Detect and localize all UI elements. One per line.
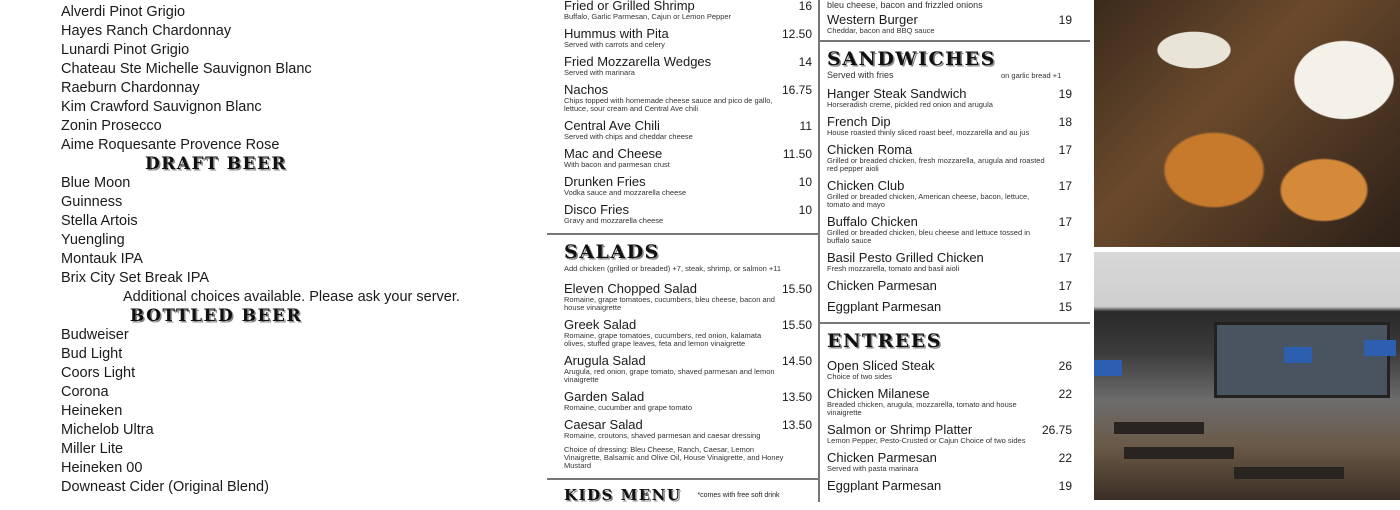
list-item: Lunardi Pinot Grigio [61,42,190,58]
list-item: Zonin Prosecco [61,118,162,134]
item-name: Salmon or Shrimp Platter [827,422,973,437]
menu-item [547,0,818,21]
item-price: 17 [1058,179,1072,193]
sandwiches-heading: SANDWICHES [827,48,996,70]
burger-list [820,12,1090,35]
list-item: Bud Light [61,346,123,362]
menu-item [547,118,818,141]
item-description: Choice of two sides [827,372,893,381]
divider [820,40,1090,42]
draft-beer-list [61,174,491,288]
item-name: Buffalo Chicken [827,214,918,229]
item-name: Hanger Steak Sandwich [827,86,967,101]
draft-beer-heading: DRAFT BEER [144,154,288,174]
item-description: Served with carrots and celery [564,40,665,49]
list-item: Alverdi Pinot Grigio [61,4,186,20]
menu-item [820,250,1090,273]
list-item: Chateau Ste Michelle Sauvignon Blanc [61,61,312,77]
menu-item [547,26,818,49]
list-item: Downeast Cider (Original Blend) [61,479,269,495]
menu-item [547,146,818,169]
item-name: Central Ave Chili [564,118,660,133]
item-description: House roasted thinly sliced roast beef, mozzarella and au jus [827,128,1030,137]
menu-item [547,317,818,348]
menu-item [820,114,1090,137]
list-item: Heineken 00 [61,460,143,476]
draft-note: Additional choices available. Please ask your server. [123,289,460,305]
item-description: Romaine, grape tomatoes, cucumbers, red onion, kalamata olives, stuffed grape leaves, feta and lemon vinaigrette [564,331,762,348]
item-description: Lemon Pepper, Pesto-Crusted or Cajun Choice of two sides [827,436,1026,445]
item-description: Romaine, croutons, shaved parmesan and caesar dressing [564,431,761,440]
item-price: 13.50 [781,418,812,432]
item-description: Vodka sauce and mozzarella cheese [564,188,687,197]
item-price: 17 [1058,143,1072,157]
item-name: Basil Pesto Grilled Chicken [827,250,984,265]
item-description: Romaine, grape tomatoes, cucumbers, bleu cheese, bacon and house vinaigrette [564,295,775,312]
list-item: Coors Light [61,365,136,381]
list-item: Guinness [61,194,123,210]
sandwiches-subtitle: Served with fries [827,70,894,80]
list-item: Hayes Ranch Chardonnay [61,23,232,39]
item-description: Cheddar, bacon and BBQ sauce [827,26,935,35]
item-name: Chicken Roma [827,142,913,157]
item-name: Chicken Club [827,178,905,193]
item-price: 17 [1058,215,1072,229]
item-description: Buffalo, Garlic Parmesan, Cajun or Lemon Pepper [564,12,732,21]
item-price: 22 [1058,451,1072,465]
list-item: Brix City Set Break IPA [61,270,209,286]
item-description: Arugula, red onion, grape tomato, shaved parmesan and lemon vinaigrette [564,367,775,384]
item-description: Horseradish creme, pickled red onion and arugula [827,100,993,109]
list-item: Raeburn Chardonnay [61,80,200,96]
item-price: 14 [798,55,812,69]
item-description: Served with marinara [564,68,635,77]
item-price: 16 [798,0,812,13]
list-item: Stella Artois [61,213,138,229]
item-price: 26 [1058,359,1072,373]
menu-item [820,358,1090,381]
item-price: 13.50 [781,390,812,404]
entree-list [820,358,1090,493]
item-price: 19 [1058,13,1072,27]
appetizer-list [547,0,818,225]
item-name: Chicken Parmesan [827,450,937,465]
appetizers-salads-column [547,0,820,502]
item-name: Chicken Milanese [827,386,930,401]
item-price: 10 [798,203,812,217]
menu-item [820,386,1090,417]
item-price: 10 [798,175,812,189]
menu-item [547,389,818,412]
item-description: Grilled or breaded chicken, American cheese, bacon, lettuce, tomato and mayo [827,192,1030,209]
item-price: 11.50 [782,147,812,161]
item-price: 14.50 [781,354,812,368]
divider [547,478,818,480]
item-price: 12.50 [781,27,812,41]
menu-item [547,417,818,440]
restaurant-interior-photo [1094,252,1400,500]
list-item: Corona [61,384,109,400]
item-description: Gravy and mozzarella cheese [564,216,664,225]
item-price: 19 [1058,87,1072,101]
list-item: Heineken [61,403,123,419]
menu-item [820,142,1090,173]
list-item: Yuengling [61,232,125,248]
fish-and-chips-photo [1094,0,1400,247]
item-description: Served with pasta marinara [827,464,919,473]
item-name: Eggplant Parmesan [827,478,942,493]
menu-item [820,450,1090,473]
item-price: 11 [799,119,812,133]
item-name: Drunken Fries [564,174,646,189]
item-price: 18 [1058,115,1072,129]
menu-item [820,278,1090,293]
list-item: Michelob Ultra [61,422,154,438]
item-description: With bacon and parmesan crust [564,160,670,169]
item-name: Nachos [564,82,609,97]
list-item: Blue Moon [61,175,131,191]
menu-item [820,422,1090,445]
cut-description: bleu cheese, bacon and frizzled onions [827,0,983,10]
item-price: 17 [1058,251,1072,265]
menu-item [820,178,1090,209]
item-name: Disco Fries [564,202,630,217]
item-price: 15.50 [781,282,812,296]
item-description: Breaded chicken, arugula, mozzarella, tomato and house vinaigrette [827,400,1017,417]
menu-item [820,86,1090,109]
item-price: 17 [1058,279,1072,293]
item-price: 22 [1058,387,1072,401]
list-item: Budweiser [61,327,129,343]
item-description: Grilled or breaded chicken, fresh mozzarella, arugula and roasted red pepper aioli [827,156,1045,173]
item-price: 15.50 [781,318,812,332]
bottled-beer-heading: BOTTLED BEER [129,306,303,326]
kids-menu-heading: KIDS MENU [564,486,682,504]
item-name: Garden Salad [564,389,645,404]
salads-heading: SALADS [564,241,660,263]
item-description: Romaine, cucumber and grape tomato [564,403,692,412]
item-name: Mac and Cheese [564,146,663,161]
item-description: Chips topped with homemade cheese sauce and pico de gallo, lettuce, sour cream and Central Ave chili [564,96,773,113]
item-name: Open Sliced Steak [827,358,935,373]
list-item: Kim Crawford Sauvignon Blanc [61,99,262,115]
menu-item [820,299,1090,314]
bottled-beer-list [61,326,491,497]
item-name: Fried or Grilled Shrimp [564,0,695,13]
menu-item [547,82,818,113]
menu-item [547,54,818,77]
sandwich-list [820,86,1090,314]
item-name: Fried Mozzarella Wedges [564,54,712,69]
menu-item [547,174,818,197]
item-name: Eggplant Parmesan [827,299,942,314]
menu-item [820,12,1090,35]
menu-item [820,478,1090,493]
salad-list [547,281,818,440]
item-name: Arugula Salad [564,353,646,368]
item-description: Served with chips and cheddar cheese [564,132,693,141]
item-description: Fresh mozzarella, tomato and basil aioli [827,264,960,273]
item-name: Chicken Parmesan [827,278,937,293]
salads-addons: Add chicken (grilled or breaded) +7, steak, shrimp, or salmon +11 [564,264,782,273]
divider [547,233,818,235]
menu-item [547,281,818,312]
menu-item [547,353,818,384]
list-item: Montauk IPA [61,251,143,267]
item-name: Caesar Salad [564,417,643,432]
item-name: Eleven Chopped Salad [564,281,697,296]
divider [820,322,1090,324]
garlic-bread-note: on garlic bread +1 [1001,71,1062,80]
item-name: Hummus with Pita [564,26,669,41]
wine-list [61,3,491,155]
item-name: Greek Salad [564,317,637,332]
item-price: 15 [1058,300,1072,314]
drinks-column [61,3,491,497]
entrees-heading: ENTREES [827,330,942,352]
burgers-sandwiches-entrees-column [820,0,1090,510]
dressing-note: Choice of dressing: Bleu Cheese, Ranch, Caesar, Lemon Vinaigrette, Balsamic and Olive Oil, House Vinaigrette, and Honey Mustard [564,445,784,470]
item-price: 19 [1058,479,1072,493]
item-description: Grilled or breaded chicken, bleu cheese and lettuce tossed in buffalo sauce [827,228,1031,245]
kids-note: *comes with free soft drink [697,491,780,499]
list-item: Miller Lite [61,441,124,457]
menu-item [820,214,1090,245]
menu-item [547,202,818,225]
list-item: Aime Roquesante Provence Rose [61,137,280,153]
item-price: 16.75 [781,83,812,97]
item-name: French Dip [827,114,891,129]
item-name: Western Burger [827,12,918,27]
item-price: 26.75 [1041,423,1072,437]
